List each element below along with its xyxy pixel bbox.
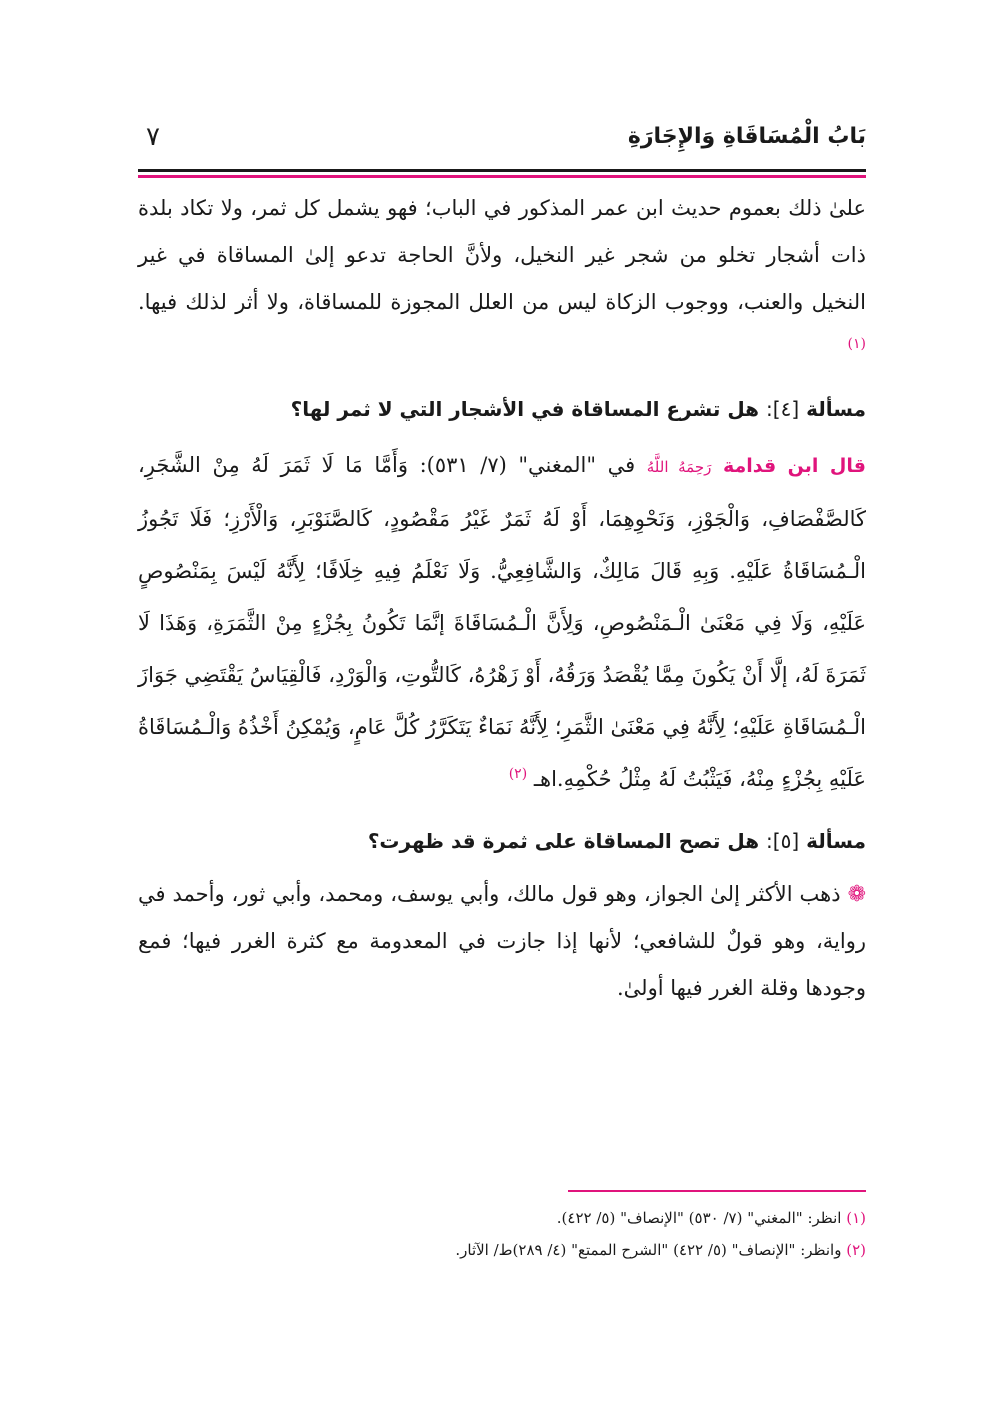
intro-text: علىٰ ذلك بعموم حديث ابن عمر المذكور في الباب؛ فهو يشمل كل ثمر، ولا تكاد بلدة ذات أشجار تخلو من شجر غير النخيل، ولأنَّ الحاجة تدعو إلىٰ المساقاة في غير النخيل والعنب، ووجوب الزكاة ليس من العلل المجوزة للمساقاة، ولا أثر لذلك فيها.: [138, 196, 866, 314]
question-4-heading: [138, 397, 866, 421]
question-label: مسألة: [806, 397, 866, 421]
honorific-glyph: رَحِمَهُ اللَّهُ: [646, 458, 712, 476]
page-header: [138, 120, 866, 164]
footnote-text: وانظر: "الإنصاف" (٥/ ٤٢٢) "الشرح الممتع" (٤/ ٢٨٩)ط/ الآثار.: [455, 1241, 842, 1259]
footnote-ref-2[interactable]: (٢): [508, 766, 528, 782]
header-rule-pink: [138, 175, 866, 178]
footnote-ref-1[interactable]: (١): [847, 336, 866, 352]
question-label: مسألة: [806, 829, 866, 853]
page-body: [138, 185, 866, 1012]
answer-paragraph: [138, 871, 866, 1012]
footnote-text: انظر: "المغني" (٧/ ٥٣٠) "الإنصاف" (٥/ ٤٢٢).: [556, 1209, 842, 1227]
footnote-separator: [568, 1190, 866, 1192]
footnotes: [138, 1202, 866, 1266]
quote-source: في "المغني" (٧/ ٥٣١):: [419, 453, 636, 477]
footnote-number: (١): [846, 1209, 866, 1227]
header-rule-black: [138, 169, 866, 172]
footnote-2: [138, 1234, 866, 1266]
question-number: [٥]:: [766, 829, 800, 853]
question-title: هل تشرع المساقاة في الأشجار التي لا ثمر لها؟: [290, 397, 760, 421]
footnote-1: [138, 1202, 866, 1234]
quote-paragraph: [138, 439, 866, 805]
chapter-title: بَابُ الْمُسَاقَاةِ وَالإِجَارَةِ: [627, 124, 866, 149]
footnote-number: (٢): [846, 1241, 866, 1259]
answer-text: ذهب الأكثر إلىٰ الجواز، وهو قول مالك، وأبي يوسف، ومحمد، وأبي ثور، وأحمد في رواية، وهو قولٌ للشافعي؛ لأنها إذا جازت في المعدومة مع كثرة الغرر فيها؛ فمع وجودها وقلة الغرر فيها أولىٰ.: [138, 882, 866, 1000]
question-title: هل تصح المساقاة على ثمرة قد ظهرت؟: [367, 829, 760, 853]
flower-bullet-icon: ❁: [847, 882, 866, 907]
question-number: [٤]:: [766, 397, 800, 421]
quote-text: وَأَمَّا مَا لَا ثَمَرَ لَهُ مِنْ الشَّجَرِ، كَالصَّفْصَافِ، وَالْجَوْزِ، وَنَحْوِهِمَا، أَوْ لَهُ ثَمَرٌ غَيْرُ مَقْصُودٍ، كَالصَّنَوْبَرِ، وَالْأَرْزِ؛ فَلَا تَجُوزُ الْـمُسَاقَاةُ عَلَيْهِ. وَبِهِ قَالَ مَالِكٌ، وَالشَّافِعِيُّ. وَلَا نَعْلَمُ فِيهِ خِلَافًا؛ لِأَنَّهُ لَيْسَ بِمَنْصُوصٍ عَلَيْهِ، وَلَا فِي مَعْنَىٰ الْـمَنْصُوصِ، وَلِأَنَّ الْـمُسَاقَاةَ إنَّمَا تَكُونُ بِجُزْءٍ مِنْ الثَّمَرَةِ، وَهَذَا لَا ثَمَرَةَ لَهُ، إلَّا أَنْ يَكُونَ مِمَّا يُقْصَدُ وَرَقُهُ، أَوْ زَهْرُهُ، كَالتُّوتِ، وَالْوَرْدِ، فَالْقِيَاسُ يَقْتَضِي جَوَازَ الْـمُسَاقَاةِ عَلَيْهِ؛ لِأَنَّهُ فِي مَعْنَىٰ الثَّمَرِ؛ لِأَنَّهُ نَمَاءٌ يَتَكَرَّرُ كُلَّ عَامٍ، وَيُمْكِنُ أَخْذُهُ وَالْـمُسَاقَاةُ عَلَيْهِ بِجُزْءٍ مِنْهُ، فَيَثْبُتُ لَهُ مِثْلُ حُكْمِهِ.اهـ: [138, 453, 866, 791]
page-number: ٧: [146, 122, 160, 152]
question-5-heading: [138, 829, 866, 853]
intro-paragraph: [138, 185, 866, 373]
quote-speaker: قال ابن قدامة: [722, 455, 866, 477]
